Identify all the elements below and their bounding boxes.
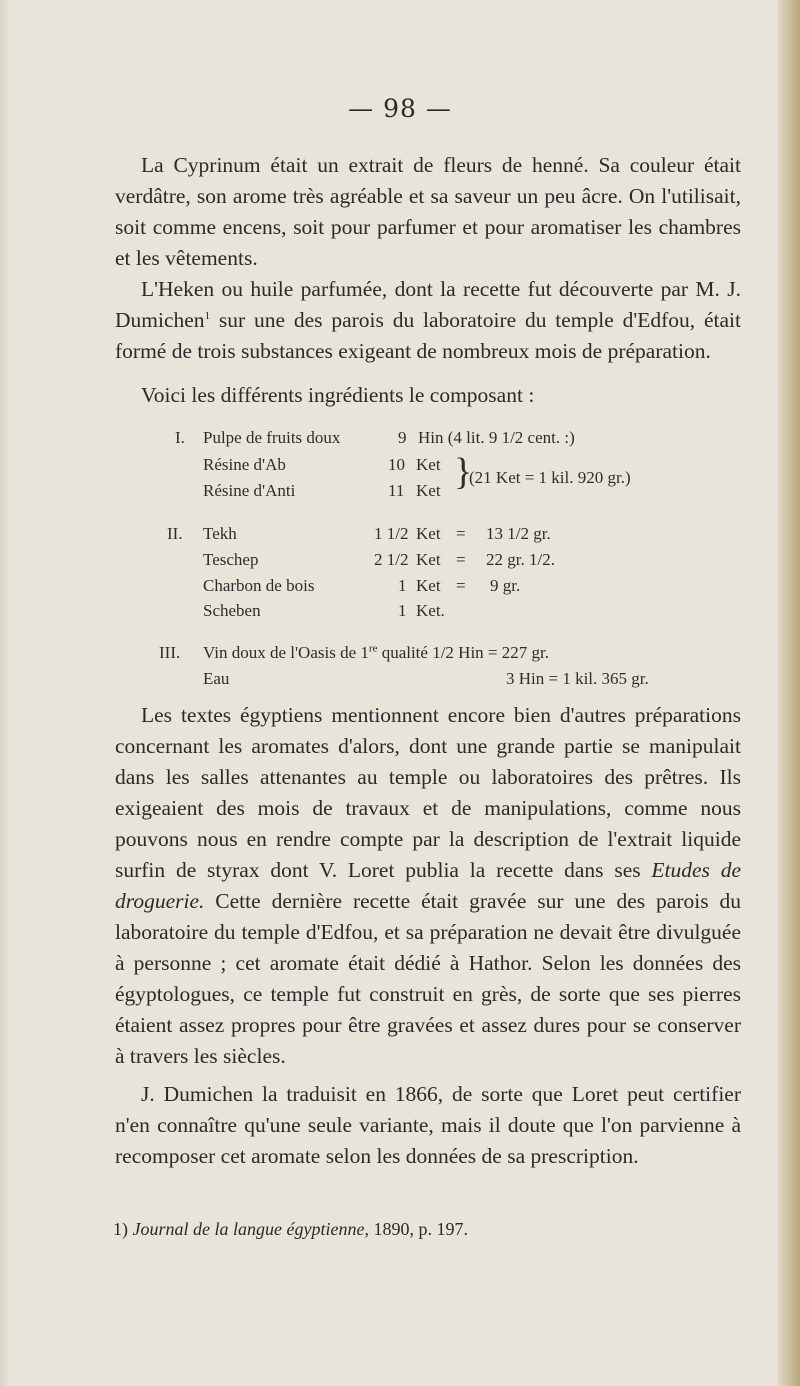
paragraph-other-preparations <box>115 700 741 1072</box>
paragraph-text-part: Les textes égyptiens mentionnent encore bien d'autres préparations concernant les aromates d'alors, dont une grande partie se manipulait dans les salles attenantes au temple ou laboratoires des prêtres. Ils exigeaient des mois de travaux et de manipulations, comme nous pouvons nous en rendre compte par la description de l'extrait liquide surfin de styrax dont V. Loret publia la recette dans ses <box>115 703 741 882</box>
page-left-edge <box>0 0 10 1386</box>
ingredient-name: Résine d'Anti <box>203 481 296 500</box>
ingredient-measure: Hin (4 lit. 9 1/2 cent. :) <box>418 428 575 447</box>
paragraph-text-part: Cette dernière recette était gravée sur une des parois du laboratoire du temple d'Edfou, et sa préparation ne devait être divulguée à personne ; cet aromate était dédié à Hathor. Selon les données des égyptologues, ce temple fut construit en grès, de sorte que ses pierres étaient assez propres pour être gravées et assez dures pour se conserver à travers les siècles. <box>115 889 741 1068</box>
paragraph-text-part: sur une des parois du laboratoire du temple d'Edfou, était formé de trois substances exigeant de nombreux mois de préparation. <box>115 308 741 363</box>
ingredient-value: 9 gr. <box>490 576 521 595</box>
equals-sign: = <box>456 524 466 543</box>
ingredient-unit: Ket <box>416 550 441 569</box>
paragraph-ingredients-intro <box>115 380 741 411</box>
paragraph-text: La Cyprinum était un extrait de fleurs de henné. Sa couleur était verdâtre, son arome très agréable et sa saveur un peu âcre. On l'utilisait, soit comme encens, soit pour parfumer et pour aromatiser les chambres et les vêtements. <box>115 153 741 270</box>
paragraph-heken <box>115 274 741 367</box>
page-number: — 98 — <box>348 94 452 123</box>
ingredient-qty: 2 1/2 <box>374 550 409 569</box>
ingredient-qty: 1 <box>398 601 407 620</box>
conversion-note: (21 Ket = 1 kil. 920 gr.) <box>469 468 631 487</box>
paragraph-dumichen <box>115 1079 741 1172</box>
footnote-marker: 1) <box>113 1219 128 1239</box>
equals-sign: = <box>456 576 466 595</box>
curly-brace-icon: } <box>454 451 473 493</box>
footnote-ref: 1 <box>204 309 211 322</box>
ingredient-measure: qualité 1/2 Hin = 227 gr. <box>377 643 549 662</box>
ingredient-unit: Ket. <box>416 601 445 620</box>
footnote-citation: , 1890, p. 197. <box>364 1219 468 1239</box>
ingredient-name: Scheben <box>203 601 261 620</box>
section-label: III. <box>159 643 181 662</box>
footnote-journal: Journal de la langue égyptienne <box>132 1219 365 1239</box>
paragraph-text-part: L'Heken ou huile parfumée, dont la recette fut découverte par M. J. Dumichen <box>115 277 741 332</box>
ingredient-value: 13 1/2 gr. <box>486 524 551 543</box>
page-right-edge <box>778 0 800 1386</box>
section-label: I. <box>175 428 185 447</box>
ingredient-name <box>203 643 549 663</box>
equals-sign: = <box>456 550 466 569</box>
ingredient-qty: 1 1/2 <box>374 524 409 543</box>
paragraph-text: J. Dumichen la traduisit en 1866, de sorte que Loret peut certifier n'en connaître qu'une seule variante, mais il doute que l'on parvienne à recomposer cet aromate selon les données de sa prescription. <box>115 1082 741 1168</box>
ingredient-measure: 3 Hin = 1 kil. 365 gr. <box>506 669 649 688</box>
ingredient-qty: 1 <box>398 576 407 595</box>
ingredient-name: Pulpe de fruits doux <box>203 428 341 447</box>
ingredient-qty: 9 <box>398 428 407 447</box>
ordinal-suffix: re <box>368 642 378 655</box>
section-label: II. <box>167 524 183 543</box>
ingredient-name: Teschep <box>203 550 259 569</box>
book-title: Etudes de droguerie. <box>115 858 741 913</box>
ingredient-unit: Ket <box>416 455 441 474</box>
paragraph-text <box>115 700 741 1072</box>
ingredient-qty: 10 <box>388 455 405 474</box>
ingredient-unit: Ket <box>416 576 441 595</box>
ingredient-unit: Ket <box>416 524 441 543</box>
ingredient-unit: Ket <box>416 481 441 500</box>
paragraph-cyprinum <box>115 150 741 274</box>
ingredient-value: 22 gr. 1/2. <box>486 550 555 569</box>
footnote <box>113 1219 468 1240</box>
ingredient-name: Tekh <box>203 524 237 543</box>
ingredient-name: Résine d'Ab <box>203 455 286 474</box>
ingredient-name: Charbon de bois <box>203 576 315 595</box>
paragraph-text <box>115 274 741 367</box>
paragraph-text: Voici les différents ingrédients le composant : <box>141 383 535 407</box>
ingredient-qty: 11 <box>388 481 405 500</box>
ingredient-name: Eau <box>203 669 230 688</box>
ingredient-name-text: Vin doux de l'Oasis de 1 <box>203 643 369 662</box>
